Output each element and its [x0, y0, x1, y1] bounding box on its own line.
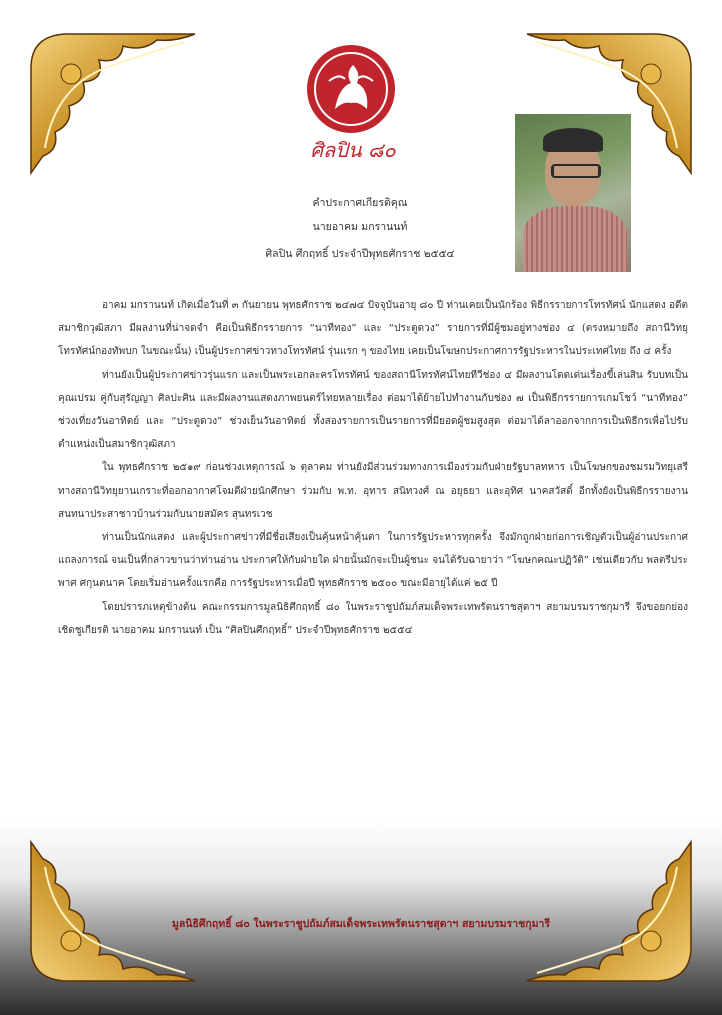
footer-foundation-name: มูลนิธิศึกฤทธิ์ ๘๐ ในพระราชูปถัมภ์สมเด็จพระเทพรัตนราชสุดาฯ สยามบรมราชกุมารี — [171, 918, 551, 930]
citation-body — [58, 294, 688, 642]
honoree-name: นายอาคม มกรานนท์ — [312, 221, 408, 233]
ornament-corner-icon — [522, 837, 697, 987]
foundation-seal-icon — [305, 43, 397, 135]
paragraph: ท่านเป็นนักแสดง และผู้ประกาศข่าวที่มีชื่อเสียงเป็นคุ้นหน้าคุ้นตา ในการรัฐประหารทุกครั้ง จึงมักถูกฝ่ายก่อการเชิญตัวเป็นผู้อ่านประกาศแถลงการณ์ จนเป็นที่กล่าวขานว่าท่านอ่าน ประกาศให้กับฝ่ายใด ฝ่ายนั้นมักจะเป็นผู้ชนะ จนได้รับฉายาว่า “โฆษกคณะปฏิวัติ” เช่นเดียวกับ พลตรีประพาศ ศกุนตนาค โดยเริ่มอ่านครั้งแรกคือ การรัฐประหารเมื่อปี พุทธศักราช ๒๕๐๐ ขณะมีอายุได้แค่ ๒๕ ปี — [58, 532, 688, 590]
ornament-corner-icon — [25, 28, 200, 178]
paragraph: ท่านยังเป็นผู้ประกาศข่าวรุ่นแรก และเป็นพระเอกละครโทรทัศน์ ของสถานีโทรทัศน์ไทยทีวีช่อง ๔ มีผลงานโดดเด่นเรื่องขี้เล่นสิน รับบทเป็นคุณเปรม คู่กับสุรัญญา ศิลปะศิน และมีผลงานแสดงภาพยนตร์ไทยหลายเรื่อง ต่อมาได้ย้ายไปทำงานกับช่อง ๗ เป็นพิธีกรรายการเกมโชว์ “นาทีทอง” ช่วงเที่ยงวันอาทิตย์ และ “ประตูดวง” ช่วงเย็นวันอาทิตย์ ทั้งสองรายการเป็นรายการที่มียอดผู้ชมสูงสุด ต่อมาได้ลาออกจากการเป็นพิธีกรเพื่อไปรับตำแหน่งเป็นสมาชิกวุฒิสภา — [58, 369, 688, 451]
document-title: คำประกาศเกียรติคุณ — [312, 197, 408, 209]
paragraph: ใน พุทธศักราช ๒๕๑๙ ก่อนช่วงเหตุการณ์ ๖ ตุลาคม ท่านยังมีส่วนร่วมทางการเมืองร่วมกับฝ่ายรัฐบาลทหาร เป็นโฆษกของชมรมวิทยุเสรีทางสถานีวิทยุยานเกราะที่ออกอากาศโจมตีฝ่ายนักศึกษา ร่วมกับ พ.ท. อุทาร สนิทวงศ์ ณ อยุธยา และอุทิศ นาคสวัสดิ์ อีกทั้งยังเป็นพิธีกรรายงานสนทนาประสาชาวบ้านร่วมกับนายสมัคร สุนทรเวช — [58, 462, 688, 520]
paragraph: อาคม มกรานนท์ เกิดเมื่อวันที่ ๓ กันยายน พุทธศักราช ๒๔๗๔ ปัจจุบันอายุ ๘๐ ปี ท่านเคยเป็นนักร้อง พิธีกรรายการโทรทัศน์ นักแสดง อดีตสมาชิกวุฒิสภา มีผลงานที่น่าจดจำ คือเป็นพิธีกรรายการ “นาทีทอง” และ “ประตูดวง” รายการที่มีผู้ชมอยู่ทางช่อง ๔ (ตรงหมายถึง สถานีวิทยุโทรทัศน์กองทัพบก ในขณะนั้น) เป็นผู้ประกาศข่าวทางโทรทัศน์ รุ่นแรก ๆ ของไทย เคยเป็นโฆษกประกาศการรัฐประหารในประเทศไทย ถึง ๔ ครั้ง — [58, 300, 688, 358]
paragraph: โดยปรารภเหตุข้างต้น คณะกรรมการมูลนิธิศึกฤทธิ์ ๘๐ ในพระราชูปถัมภ์สมเด็จพระเทพรัตนราชสุดาฯ สยามบรมราชกุมารี จึงขอยกย่องเชิดชูเกียรติ นายอาคม มกรานนท์ เป็น “ศิลปินศึกฤทธิ์” ประจำปีพุทธศักราช ๒๕๕๔ — [58, 601, 688, 636]
ornament-corner-icon — [25, 837, 200, 987]
award-line: ศิลปิน ศึกฤทธิ์ ประจำปีพุทธศักราช ๒๕๕๔ — [265, 248, 455, 260]
seal-caption: ศิลปิน ๘๐ — [310, 138, 396, 162]
